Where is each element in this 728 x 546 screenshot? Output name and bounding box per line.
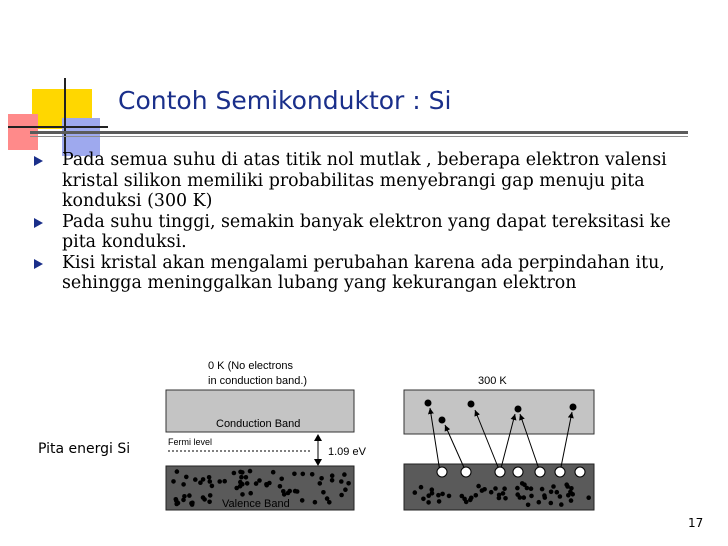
valence-electron xyxy=(529,494,534,499)
gap-arrow-head-bottom xyxy=(314,459,322,466)
label-300k: 300 K xyxy=(478,375,507,387)
valence-electron xyxy=(413,490,418,495)
valence-electron xyxy=(503,496,508,501)
valence-electron xyxy=(293,489,298,494)
valence-electron xyxy=(181,498,186,503)
valence-electron xyxy=(248,491,253,496)
valence-electron xyxy=(210,484,215,489)
valence-electron xyxy=(174,497,179,502)
valence-electron xyxy=(201,477,206,482)
valence-electron xyxy=(569,498,574,503)
hole xyxy=(575,467,585,477)
valence-electron xyxy=(278,484,283,489)
excited-electron xyxy=(570,404,577,411)
valence-electron xyxy=(440,492,445,497)
valence-electron xyxy=(238,480,243,485)
valence-electron xyxy=(543,495,548,500)
page-title: Contoh Semikonduktor : Si xyxy=(118,86,452,115)
label-0k-line1: 0 K (No electrons xyxy=(208,360,293,372)
valence-band-label: Valence Band xyxy=(222,498,290,510)
valence-electron xyxy=(181,482,186,487)
bullet-text: Pada semua suhu di atas titik nol mutlak , beberapa elektron valensi kristal silikon memiliki probabilitas menyebrangi gap menuju pita konduksi (300 K) xyxy=(62,150,667,211)
fermi-level-label: Fermi level xyxy=(168,437,213,447)
hole xyxy=(513,467,523,477)
valence-electron xyxy=(537,500,542,505)
valence-electron xyxy=(240,492,245,497)
valence-electron xyxy=(287,489,292,494)
hole xyxy=(437,467,447,477)
hole xyxy=(555,467,565,477)
valence-electron xyxy=(540,487,545,492)
valence-electron xyxy=(436,493,441,498)
valence-electron xyxy=(346,481,351,486)
valence-electron xyxy=(586,495,591,500)
valence-electron xyxy=(217,479,222,484)
label-0k-line2: in conduction band.) xyxy=(208,375,308,387)
valence-electron xyxy=(529,486,534,491)
valence-electron xyxy=(549,490,554,495)
excited-electron xyxy=(515,406,522,413)
valence-electron xyxy=(292,472,297,477)
valence-electron xyxy=(497,496,502,501)
excited-electron xyxy=(439,417,446,424)
page-number: 17 xyxy=(688,516,704,530)
valence-electron xyxy=(474,493,479,498)
valence-electron xyxy=(515,492,520,497)
valence-electron xyxy=(313,500,318,505)
valence-electron xyxy=(207,500,212,505)
valence-electron xyxy=(248,469,253,474)
valence-electron xyxy=(559,502,564,507)
valence-electron xyxy=(421,497,426,502)
valence-electron xyxy=(464,500,469,505)
bullet-text: Kisi kristal akan mengalami perubahan karena ada perpindahan itu, sehingga meninggalkan lubang yang kekurangan elektron xyxy=(62,252,665,293)
valence-electron xyxy=(549,501,554,506)
valence-electron xyxy=(558,494,563,499)
valence-electron xyxy=(319,476,324,481)
bullet-text: Pada suhu tinggi, semakin banyak elektron yang dapat tereksitasi ke pita konduksi. xyxy=(62,211,671,252)
excited-electron xyxy=(425,400,432,407)
valence-electron xyxy=(330,478,335,483)
valence-electron xyxy=(244,475,249,480)
valence-electron xyxy=(208,493,213,498)
valence-electron xyxy=(522,482,527,487)
valence-electron xyxy=(257,478,262,483)
valence-electron xyxy=(555,490,560,495)
valence-electron xyxy=(238,470,243,475)
valence-electron xyxy=(254,481,259,486)
valence-electron xyxy=(171,479,176,484)
hole xyxy=(535,467,545,477)
valence-electron xyxy=(321,490,326,495)
excited-electron xyxy=(468,401,475,408)
valence-electron xyxy=(342,472,347,477)
valence-electron xyxy=(208,479,213,484)
valence-electron xyxy=(207,475,212,480)
valence-electron xyxy=(426,493,431,498)
valence-electron xyxy=(526,503,531,508)
valence-electron xyxy=(551,484,556,489)
conduction-band-label: Conduction Band xyxy=(216,418,301,430)
valence-electron xyxy=(480,488,485,493)
valence-electron xyxy=(469,496,474,501)
valence-electron xyxy=(279,477,284,482)
valence-electron xyxy=(489,490,494,495)
valence-electron xyxy=(300,498,305,503)
conduction-band-300k xyxy=(404,390,594,434)
valence-electron xyxy=(310,472,315,477)
valence-electron xyxy=(245,481,250,486)
valence-electron xyxy=(568,490,573,495)
hole xyxy=(461,467,471,477)
valence-electron xyxy=(476,484,481,489)
valence-electron xyxy=(426,500,431,505)
valence-electron xyxy=(343,487,348,492)
valence-electron xyxy=(201,495,206,500)
valence-electron xyxy=(193,477,198,482)
hole xyxy=(495,467,505,477)
valence-electron xyxy=(325,496,330,501)
valence-electron xyxy=(239,475,244,480)
valence-electron xyxy=(271,470,276,475)
valence-electron xyxy=(184,475,189,480)
valence-electron xyxy=(339,493,344,498)
valence-electron xyxy=(232,471,237,476)
gap-arrow-head-top xyxy=(314,434,322,441)
valence-electron xyxy=(222,479,227,484)
valence-electron xyxy=(493,486,498,491)
valence-electron xyxy=(174,502,179,507)
valence-electron xyxy=(187,493,192,498)
valence-electron xyxy=(515,486,520,491)
gap-energy-label: 1.09 eV xyxy=(328,446,366,458)
valence-electron xyxy=(175,469,180,474)
figure-caption: Pita energi Si xyxy=(38,441,131,457)
valence-electron xyxy=(447,494,452,499)
valence-electron xyxy=(301,472,306,477)
valence-electron xyxy=(330,473,335,478)
valence-electron xyxy=(419,485,424,490)
valence-electron xyxy=(339,479,344,484)
valence-electron xyxy=(522,495,527,500)
valence-electron xyxy=(318,481,323,486)
valence-electron xyxy=(437,499,442,504)
valence-electron xyxy=(502,486,507,491)
valence-electron xyxy=(264,483,269,488)
valence-electron xyxy=(189,501,194,506)
